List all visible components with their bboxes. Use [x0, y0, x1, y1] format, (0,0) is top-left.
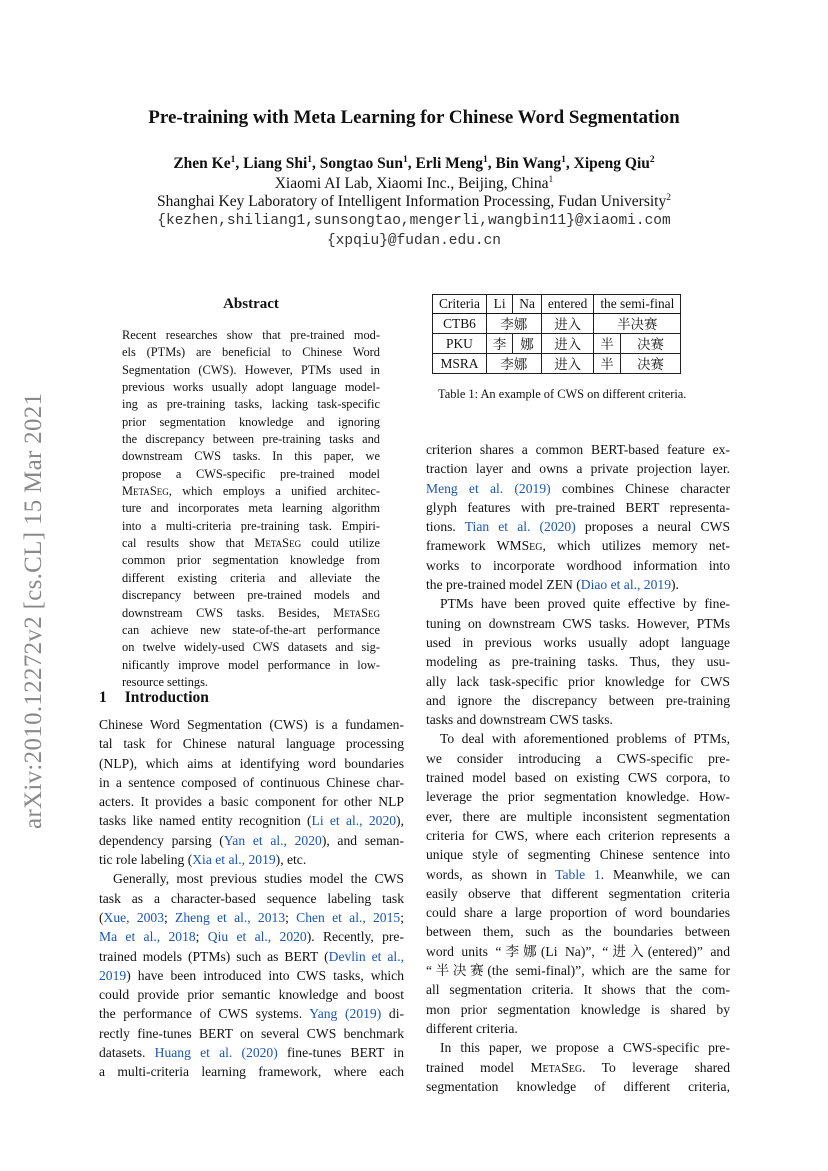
split-cell [594, 354, 680, 373]
text-line: tic role labeling (Xia et al., 2019), etc. [99, 852, 307, 868]
affiliation-2-text: Shanghai Key Laboratory of Intelligent Information Processing, Fudan University [157, 193, 667, 210]
text-line: word units “李娜(Li Na)”, “进入(entered)” and [426, 943, 730, 959]
abstract-line: prior segmentation knowledge and ignoring [122, 414, 380, 429]
section-heading-introduction [99, 689, 209, 707]
text-line: To deal with aforementioned problems of PTMs, [440, 731, 730, 747]
text-line: easily observe that different segmentation criteria [426, 885, 730, 901]
table-cell: 进入 [541, 314, 593, 334]
text-line: tasks like named entity recognition (Li et al., 2020), [99, 813, 404, 829]
table-cell: PKU [433, 334, 487, 354]
abstract-line: nificantly improve model performance in low- [122, 657, 380, 672]
abstract-line: propose a CWS-specific pre-trained model [122, 466, 380, 481]
table-cell: 李 [486, 334, 512, 354]
abstract-line: the discrepancy between pre-training tasks and [122, 432, 380, 447]
text-line: (Xue, 2003; Zheng et al., 2013; Chen et al., 2015; [99, 909, 404, 925]
affiliation-2 [0, 193, 828, 211]
abstract-line: downstream CWS tasks. Besides, MetaSeg [122, 605, 380, 620]
affiliation-1-mark: 1 [548, 174, 554, 185]
abstract-line: downstream CWS tasks. In this paper, we [122, 449, 380, 464]
text-line: in a sentence composed of continuous Chinese char- [99, 774, 404, 790]
abstract-line: cal results show that MetaSeg could utilize [122, 536, 380, 551]
author-affiliation-mark: 1 [483, 154, 488, 165]
table-cell: 决赛 [637, 337, 664, 352]
author-affiliation-mark: 1 [307, 154, 313, 165]
text-line: words, as shown in Table 1. Meanwhile, we can [426, 866, 730, 882]
arxiv-identifier: arXiv:2010.12272v2 [cs.CL] 15 Mar 2021 [20, 392, 47, 830]
text-line: and ignore the discrepancy between pre-training [426, 692, 730, 708]
abstract-line: into a multi-criteria pre-training task. Empiri- [122, 518, 380, 533]
section-title: Introduction [124, 689, 209, 706]
text-line: between them, such as the boundaries between [426, 924, 730, 940]
text-line: 2019) have been introduced into CWS tasks, which [99, 967, 404, 983]
text-line: tuning on downstream CWS tasks. However, PTMs [426, 615, 730, 631]
email-xiaomi: {kezhen,shiliang1,sunsongtao,mengerli,wangbin11}@xiaomi.com [157, 213, 671, 229]
text-line: a multi-criteria learning framework, where each [99, 1064, 404, 1080]
text-line: tal task for Chinese natural language processing [99, 736, 404, 752]
abstract-line: MetaSeg, which employs a unified architec- [122, 484, 380, 499]
text-line: PTMs have been proved quite effective by fine- [440, 596, 730, 612]
table-cell: 决赛 [637, 357, 664, 372]
text-line: rectly fine-tunes BERT on several CWS benchmark [99, 1025, 404, 1041]
text-line: ally lack task-specific prior knowledge for CWS [426, 673, 730, 689]
text-line: Chinese Word Segmentation (CWS) is a fundamen- [99, 717, 404, 732]
abstract-line: Segmentation (CWS). However, PTMs used in [122, 362, 380, 377]
author-name: Bin Wang [495, 155, 562, 172]
text-line: used in previous works usually adopt language [426, 634, 730, 650]
text-line: framework WMSeg, which utilizes memory net- [426, 538, 730, 554]
author-list: Zhen Ke$^1$, Liang Shi$^1$, Songtao Sun$^1$, Erli Meng$^1$, Bin Wang$^1$, Xipeng Qiu$^2$ [173, 154, 655, 172]
text-line: Meng et al. (2019) combines Chinese character [426, 480, 730, 496]
text-line: In this paper, we propose a CWS-specific pre- [440, 1040, 730, 1056]
text-line: all segmentation criteria. It shows that the com- [426, 982, 730, 998]
abstract-heading: Abstract [223, 296, 279, 312]
text-line: tasks and downstream CWS tasks. [426, 712, 613, 728]
text-line: ever, there are multiple inconsistent segmentation [426, 808, 730, 824]
split-cell [594, 334, 680, 353]
section-number: 1 [99, 689, 107, 706]
table-cell: 进入 [541, 354, 593, 374]
abstract-line: discrepancy between pre-trained models and [122, 588, 380, 603]
table-cell: 半决赛 [594, 314, 681, 334]
abstract-line: Recent researches show that pre-trained mod- [122, 328, 380, 342]
text-line: could share a large proportion of word boundaries [426, 905, 730, 921]
abstract-line: ture and incorporates meta learning algorithm [122, 501, 380, 516]
affiliation-1-text: Xiaomi AI Lab, Xiaomi Inc., Beijing, China [274, 175, 549, 192]
author-affiliation-mark: 2 [649, 154, 655, 165]
text-line: we consider introducing a CWS-specific pre- [426, 750, 730, 766]
text-line: different criteria. [426, 1020, 518, 1036]
text-line: segmentation knowledge of different criteria, [426, 1078, 730, 1094]
text-line: trained models (PTMs) such as BERT (Devlin et al., [99, 948, 404, 964]
right-column-body [426, 440, 730, 1096]
text-line: glyph features with pre-trained BERT representa- [426, 499, 730, 515]
affiliation-1 [0, 175, 828, 193]
table-cell: 进入 [541, 334, 593, 354]
text-line: traction layer and owns a private projection layer. [426, 461, 730, 477]
table-cell: 李娜 [486, 354, 541, 374]
table-cell: 李娜 [486, 314, 541, 334]
text-line: trained model based on existing CWS corpora, to [426, 770, 730, 786]
affiliation-2-mark: 2 [666, 192, 671, 203]
text-line: criterion shares a common BERT-based feature ex- [426, 442, 730, 457]
table-header-cell: the semi-final [594, 295, 681, 314]
text-line: leverage the prior segmentation knowledge. How- [426, 789, 730, 805]
table-header-cell: entered [541, 295, 593, 314]
text-line: mon prior segmentation knowledge is shared by [426, 1001, 730, 1017]
table-header-row [433, 295, 681, 314]
table-cell: 娜 [513, 334, 542, 354]
paper-title: Pre-training with Meta Learning for Chinese Word Segmentation [148, 107, 680, 128]
text-line: Generally, most previous studies model the CWS [113, 871, 404, 887]
table-header-cell: Na [513, 295, 542, 314]
abstract-body [122, 327, 380, 691]
left-column-body [99, 715, 404, 1082]
table-row [433, 314, 681, 334]
table-header-cell: Li [486, 295, 512, 314]
text-line: tions. Tian et al. (2020) proposes a neural CWS [426, 519, 731, 535]
abstract-line: on twelve widely-used CWS datasets and sig- [122, 640, 380, 655]
author-name: Erli Meng [415, 155, 484, 172]
text-line: could provide prior semantic knowledge and boost [99, 987, 404, 1003]
author-name: Zhen Ke [173, 155, 231, 172]
text-line: criteria for CWS, where each criterion represents a [426, 827, 730, 843]
text-line: unique style of segmenting Chinese sentence into [426, 847, 730, 863]
table-caption: Table 1: An example of CWS on different criteria. [438, 387, 687, 401]
text-line: works to incorporate wordhood information into [426, 557, 730, 573]
author-name: Songtao Sun [319, 155, 403, 172]
abstract-line: can achieve new state-of-the-art performance [122, 622, 380, 637]
text-line: “半决赛(the semi-final)”, which are the same for [426, 963, 730, 979]
abstract-line: previous works usually adopt language model- [122, 380, 380, 395]
abstract-line: els (PTMs) are beneficial to Chinese Word [122, 345, 380, 360]
text-line: (NLP), which aims at identifying word boundaries [99, 755, 404, 771]
table-row [433, 354, 681, 374]
table-cell: 半 [594, 334, 620, 353]
text-line: dependency parsing (Yan et al., 2020), and seman- [99, 832, 404, 848]
text-line: datasets. Huang et al. (2020) fine-tunes BERT in [99, 1045, 404, 1061]
author-affiliation-mark: 1 [402, 154, 408, 165]
abstract-line: different existing criteria and alleviate the [122, 570, 380, 585]
text-line: task as a character-based sequence labeling task [99, 890, 404, 906]
table-cell: 半 [594, 354, 620, 373]
table-header-cell: Criteria [433, 295, 487, 314]
author-name: Liang Shi [243, 155, 308, 172]
author-affiliation-mark: 1 [561, 154, 566, 165]
abstract-line: resource settings. [122, 674, 209, 689]
table-cell [594, 354, 681, 374]
table-row [433, 334, 681, 354]
criteria-table [432, 294, 681, 374]
abstract-line: ing as pre-training tasks, lacking task-specific [122, 397, 380, 412]
text-line: the pre-trained model ZEN (Diao et al., 2019). [426, 577, 679, 593]
author-affiliation-mark: 1 [230, 154, 236, 165]
abstract-line: common prior segmentation knowledge from [122, 553, 380, 568]
text-line: acters. It provides a basic component for other NLP [99, 794, 404, 810]
text-line: trained model MetaSeg. To leverage shared [426, 1059, 730, 1075]
table-cell: MSRA [433, 354, 487, 374]
text-line: the performance of CWS systems. Yang (2019) di- [99, 1006, 404, 1022]
email-fudan: {xpqiu}@fudan.edu.cn [326, 233, 502, 249]
table-cell [594, 334, 681, 354]
author-name: Xipeng Qiu [573, 155, 650, 172]
text-line: modeling as pre-training tasks. Thus, they usu- [426, 654, 730, 670]
text-line: Ma et al., 2018; Qiu et al., 2020). Recently, pre- [99, 929, 404, 945]
table-cell: CTB6 [433, 314, 487, 334]
